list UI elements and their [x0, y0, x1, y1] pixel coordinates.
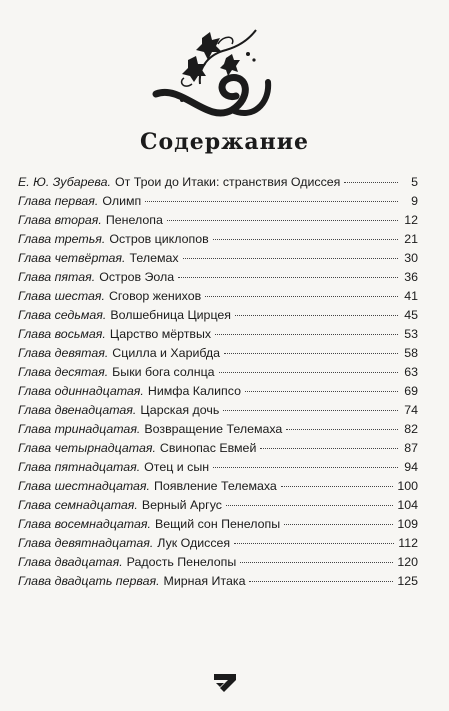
toc-dot-leader	[234, 543, 394, 544]
toc-entry-author-or-chapter: Глава третья.	[18, 232, 106, 246]
toc-page-number: 5	[411, 175, 418, 189]
toc-page-number: 12	[404, 213, 418, 227]
toc-entry-author-or-chapter: Глава восьмая.	[18, 327, 106, 341]
table-of-contents	[18, 173, 418, 591]
toc-dot-leader	[183, 258, 398, 259]
toc-page-number: 45	[404, 308, 418, 322]
toc-page-number: 69	[404, 384, 418, 398]
toc-dot-leader	[223, 410, 398, 411]
toc-page-number: 112	[398, 536, 418, 550]
toc-entry-author-or-chapter: Глава четвёртая.	[18, 251, 126, 265]
toc-entry	[18, 211, 418, 230]
toc-entry-author-or-chapter: Глава двенадцатая.	[18, 403, 137, 417]
toc-entry-title: Отец и сын	[144, 460, 210, 474]
toc-entry	[18, 477, 418, 496]
toc-page-number: 87	[404, 441, 418, 455]
toc-entry	[18, 230, 418, 249]
toc-entry-title: Лук Одиссея	[157, 536, 231, 550]
toc-page-number: 109	[397, 517, 418, 531]
toc-entry	[18, 401, 418, 420]
toc-entry	[18, 382, 418, 401]
toc-entry-author-or-chapter: Глава семнадцатая.	[18, 498, 138, 512]
toc-dot-leader	[260, 448, 398, 449]
toc-page-number: 82	[404, 422, 418, 436]
toc-page-number: 53	[404, 327, 418, 341]
toc-dot-leader	[240, 562, 393, 563]
toc-entry	[18, 344, 418, 363]
toc-entry-title: От Трои до Итаки: странствия Одиссея	[114, 175, 341, 189]
toc-entry-author-or-chapter: Глава первая.	[18, 194, 99, 208]
toc-dot-leader	[213, 467, 398, 468]
toc-dot-leader	[215, 334, 398, 335]
toc-page-number: 41	[404, 289, 418, 303]
toc-dot-leader	[344, 182, 398, 183]
toc-entry	[18, 363, 418, 382]
toc-entry-title: Нимфа Калипсо	[147, 384, 241, 398]
toc-entry-title: Телемах	[129, 251, 179, 265]
toc-page-number: 30	[404, 251, 418, 265]
toc-dot-leader	[245, 391, 398, 392]
toc-entry-title: Быки бога солнца	[112, 365, 215, 379]
toc-entry-author-or-chapter: Глава девятая.	[18, 346, 109, 360]
toc-entry-author-or-chapter: Глава одиннадцатая.	[18, 384, 144, 398]
toc-dot-leader	[224, 353, 398, 354]
toc-entry	[18, 306, 418, 325]
grapevine-wave-ornament-icon	[152, 24, 276, 128]
toc-dot-leader	[205, 296, 398, 297]
toc-entry-author-or-chapter: Глава двадцать первая.	[18, 574, 160, 588]
toc-entry	[18, 496, 418, 515]
toc-entry-author-or-chapter: Глава пятнадцатая.	[18, 460, 141, 474]
toc-dot-leader	[167, 220, 398, 221]
toc-entry-author-or-chapter: Глава тринадцатая.	[18, 422, 141, 436]
toc-entry-author-or-chapter: Глава восемнадцатая.	[18, 517, 151, 531]
toc-entry-author-or-chapter: Глава вторая.	[18, 213, 102, 227]
toc-entry	[18, 458, 418, 477]
toc-page-number: 104	[397, 498, 418, 512]
toc-page-number: 120	[397, 555, 418, 569]
toc-entry-author-or-chapter: Глава шестая.	[18, 289, 105, 303]
toc-entry-title: Верный Аргус	[141, 498, 222, 512]
toc-dot-leader	[284, 524, 393, 525]
toc-entry	[18, 553, 418, 572]
toc-page-number: 63	[404, 365, 418, 379]
toc-dot-leader	[286, 429, 398, 430]
toc-entry-title: Остров циклопов	[109, 232, 209, 246]
toc-entry	[18, 420, 418, 439]
toc-entry-author-or-chapter: Глава седьмая.	[18, 308, 107, 322]
toc-entry	[18, 325, 418, 344]
toc-entry-author-or-chapter: Глава двадцатая.	[18, 555, 123, 569]
toc-entry	[18, 534, 418, 553]
publisher-logo-icon	[212, 672, 238, 694]
toc-page-number: 9	[411, 194, 418, 208]
toc-dot-leader	[281, 486, 393, 487]
toc-page-number: 125	[397, 574, 418, 588]
toc-entry	[18, 173, 418, 192]
toc-entry-title: Появление Телемаха	[153, 479, 277, 493]
toc-entry-author-or-chapter: Глава четырнадцатая.	[18, 441, 156, 455]
toc-entry-title: Пенелопа	[105, 213, 163, 227]
toc-entry-title: Сговор женихов	[108, 289, 202, 303]
toc-entry-title: Вещий сон Пенелопы	[154, 517, 281, 531]
toc-page-number: 100	[397, 479, 418, 493]
toc-entry-author-or-chapter: Глава девятнадцатая.	[18, 536, 154, 550]
toc-dot-leader	[249, 581, 393, 582]
toc-entry-author-or-chapter: Глава пятая.	[18, 270, 96, 284]
toc-entry-title: Волшебница Цирцея	[110, 308, 232, 322]
toc-page-number: 58	[404, 346, 418, 360]
toc-entry-title: Свинопас Евмей	[159, 441, 257, 455]
toc-dot-leader	[213, 239, 398, 240]
toc-entry	[18, 192, 418, 211]
toc-page-number: 94	[404, 460, 418, 474]
toc-entry-title: Остров Эола	[99, 270, 175, 284]
toc-entry-title: Сцилла и Харибда	[112, 346, 221, 360]
toc-page-number: 21	[404, 232, 418, 246]
toc-entry	[18, 268, 418, 287]
toc-entry	[18, 515, 418, 534]
toc-dot-leader	[178, 277, 398, 278]
toc-page-number: 36	[404, 270, 418, 284]
toc-entry-title: Возвращение Телемаха	[144, 422, 283, 436]
toc-entry-author-or-chapter: Глава десятая.	[18, 365, 109, 379]
toc-entry-title: Мирная Итака	[163, 574, 246, 588]
toc-entry	[18, 439, 418, 458]
toc-entry-title: Царство мёртвых	[109, 327, 212, 341]
toc-page-number: 74	[404, 403, 418, 417]
toc-dot-leader	[226, 505, 393, 506]
toc-entry-title: Радость Пенелопы	[126, 555, 237, 569]
toc-dot-leader	[235, 315, 398, 316]
toc-dot-leader	[145, 201, 398, 202]
toc-entry-author-or-chapter: Глава шестнадцатая.	[18, 479, 150, 493]
toc-entry-title: Олимп	[102, 194, 142, 208]
toc-entry-author-or-chapter: Е. Ю. Зубарева.	[18, 175, 111, 189]
toc-entry	[18, 249, 418, 268]
toc-entry-title: Царская дочь	[140, 403, 220, 417]
toc-entry	[18, 287, 418, 306]
toc-entry	[18, 572, 418, 591]
toc-dot-leader	[219, 372, 398, 373]
contents-title: Содержание	[139, 129, 310, 155]
